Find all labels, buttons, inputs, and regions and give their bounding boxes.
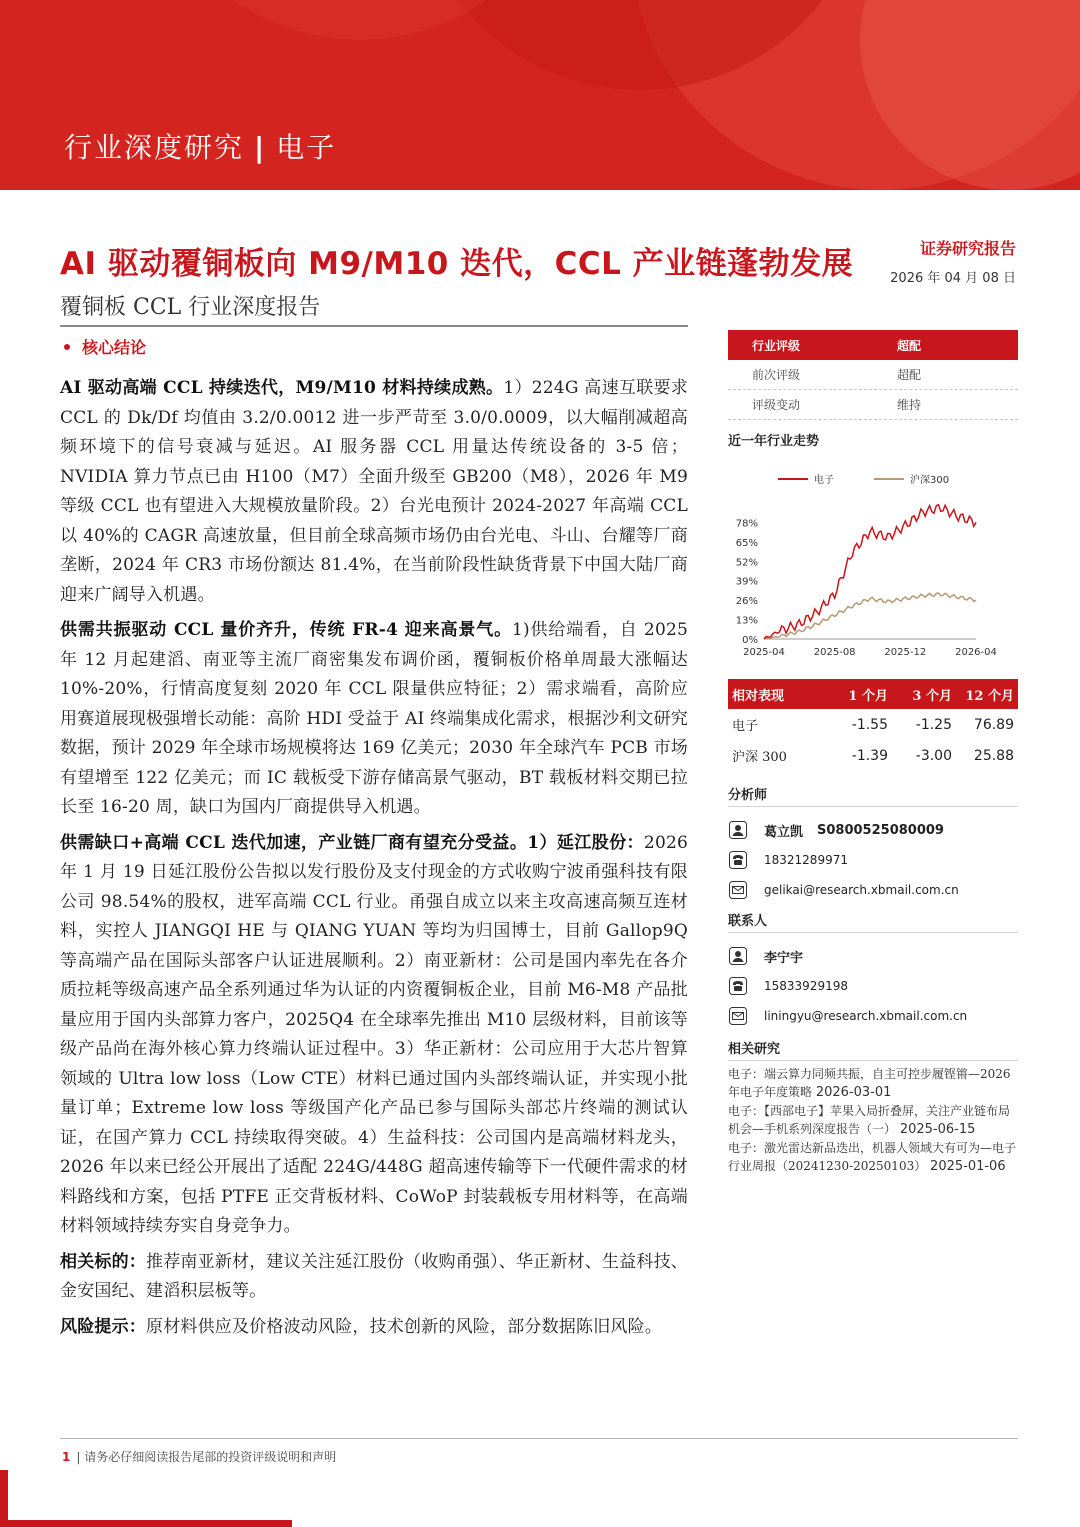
rating-row [728, 360, 1018, 390]
related-research-item[interactable] [728, 1139, 1018, 1176]
legend-label: 电子 [814, 475, 834, 486]
rating-value: 超配 [897, 338, 922, 353]
analyst-email[interactable]: gelikai@research.xbmail.com.cn [764, 883, 959, 897]
footer [62, 1448, 336, 1465]
paragraph-body: 1）224G 高速互联要求 CCL 的 Dk/Df 均值由 3.2/0.0012 进一步严苛至 3.0/0.0009，以大幅削减超高频环境下的信号衰减与延迟。AI 服务器 CCL 用量达传统设备的 3-5 倍；NVIDIA 算力节点已由 H100（M7）全面升级至 GB200（M8），2026 年 M9 等级 CCL 也有望进入大规模放量阶段。2）台光电预计 2024-2027 年高端 CCL 以 40%的 CAGR 高速放量，但目前全球高频市场仍由台光电、斗山、台耀等厂商垄断，2024 年 CR3 市场份额达 81.4%，在当前阶段性缺货背景下中国大陆厂商迎来广阔导入机遇。 [60, 378, 689, 605]
paragraph-body: 原材料供应及价格波动风险，技术创新的风险，部分数据陈旧风险。 [146, 1316, 662, 1337]
analyst-label: 分析师 [728, 785, 1018, 807]
y-tick-label: 78% [735, 518, 758, 530]
contact-email[interactable]: liningyu@research.xbmail.com.cn [764, 1009, 968, 1023]
page-subtitle: 覆铜板 CCL 行业深度报告 [60, 295, 321, 320]
trend-chart-svg [728, 461, 1018, 661]
person-icon [728, 947, 748, 965]
email-icon [728, 881, 748, 899]
paragraph-lead: 风险提示： [60, 1316, 146, 1337]
rating-row [728, 390, 1018, 420]
contact-name-row [728, 941, 1018, 971]
performance-header-cell: 12 个月 [965, 688, 1014, 704]
rating-row-label: 前次评级 [752, 368, 801, 382]
related-research-date: 2025-01-06 [930, 1159, 1006, 1174]
rating-row-value: 维持 [897, 398, 922, 412]
paragraph-body: 1)供给端看，自 2025 年 12 月起建滔、南亚等主流厂商密集发布调价函，覆铜板价格单周最大涨幅达 10%-20%，行情高度复刻 2020 年 CCL 限量供应特征；2）需求端看，高阶应用赛道展现极强增长动能：高阶 HDI 受益于 AI 终端集成化需求，根据沙利文研究数据，预计 2029 年全球市场规模将达 169 亿美元；2030 年全球汽车 PCB 市场有望增至 122 亿美元；而 IC 载板受下游存储高景气驱动，BT 载板材料交期已拉长至 16-20 周，缺口为国内厂商提供导入机遇。 [60, 620, 688, 817]
person-icon [728, 821, 748, 839]
trend-chart [728, 461, 1018, 661]
phone-icon [728, 977, 748, 995]
paragraph-lead: 相关标的： [60, 1251, 147, 1272]
paragraph-companies [60, 829, 688, 1242]
y-tick-label: 13% [735, 615, 758, 627]
x-tick-label: 2025-04 [743, 647, 785, 658]
footer-separator: | [76, 1450, 81, 1464]
paragraph-risk [60, 1313, 688, 1343]
page-title: AI 驱动覆铜板向 M9/M10 迭代，CCL 产业链蓬勃发展 [60, 246, 854, 282]
performance-row [728, 740, 1018, 771]
conclusion-heading-text: 核心结论 [82, 338, 147, 357]
performance-header-cell: 3 个月 [912, 688, 952, 704]
paragraph-related-stocks [60, 1248, 688, 1307]
paragraph-lead: AI 驱动高端 CCL 持续迭代，M9/M10 材料持续成熟。 [60, 378, 504, 398]
analyst-cert: S0800525080009 [817, 822, 944, 838]
y-tick-label: 26% [735, 596, 758, 608]
category-label: 行业深度研究 [64, 131, 245, 164]
email-icon [728, 1007, 748, 1025]
main-content [60, 334, 688, 1348]
performance-name: 沪深 300 [732, 750, 787, 765]
trend-label: 近一年行业走势 [728, 434, 820, 449]
performance-12m: 76.89 [973, 716, 1014, 733]
analyst-phone[interactable]: 18321289971 [764, 853, 848, 867]
rating-row-value: 超配 [897, 368, 922, 382]
rating-row-label: 评级变动 [752, 398, 801, 412]
y-tick-label: 52% [735, 557, 758, 569]
contact-phone-row [728, 971, 1018, 1001]
performance-header [728, 679, 1018, 709]
title-divider [60, 325, 688, 327]
paragraph-lead: 供需缺口+高端 CCL 迭代加速，产业链厂商有望充分受益。1）延江股份： [60, 832, 644, 853]
contact-label: 联系人 [728, 911, 1018, 933]
paragraph-lead: 供需共振驱动 CCL 量价齐升，传统 FR-4 迎来高景气。 [60, 620, 512, 640]
corner-decoration [0, 1520, 292, 1527]
related-research-date: 2025-06-15 [899, 1122, 976, 1137]
sector-label: 电子 [276, 131, 337, 164]
category-separator: | [254, 131, 267, 164]
related-research-item[interactable] [728, 1065, 1018, 1102]
paragraph-ai-ccl [60, 374, 688, 610]
performance-header-cell: 1 个月 [848, 688, 888, 704]
page-number: 1 [62, 1450, 71, 1464]
x-tick-label: 2025-08 [813, 647, 856, 658]
contact-email-row [728, 1001, 1018, 1031]
paragraph-body: 推荐南亚新材，建议关注延江股份（收购甬强）、华正新材、生益科技、金安国纪、建滔积层板等。 [60, 1251, 688, 1301]
performance-3m: -1.25 [915, 716, 952, 733]
footer-disclaimer: 请务必仔细阅读报告尾部的投资评级说明和声明 [84, 1450, 337, 1464]
related-research-label: 相关研究 [728, 1039, 1018, 1061]
series-line-hs300 [764, 593, 976, 639]
performance-1m: -1.55 [851, 716, 888, 733]
phone-icon [728, 851, 748, 869]
y-tick-label: 39% [735, 576, 758, 588]
analyst-name: 葛立凯 [764, 824, 804, 840]
analyst-name-row [728, 815, 1018, 845]
header-banner [0, 0, 1080, 190]
y-tick-label: 65% [735, 537, 758, 549]
x-tick-label: 2026-04 [955, 647, 997, 658]
analyst-phone-row [728, 845, 1018, 875]
x-tick-label: 2025-12 [884, 647, 927, 658]
legend-label: 沪深300 [910, 475, 950, 486]
bullet-icon [64, 344, 70, 350]
related-research-title: 电子：端云算力同频共振，自主可控步履铿锵—2026 年电子年度策略 [728, 1067, 1011, 1099]
performance-12m: 25.88 [973, 747, 1014, 764]
contact-phone[interactable]: 15833929198 [764, 979, 848, 993]
related-research-date: 2026-03-01 [815, 1085, 892, 1100]
performance-row [728, 709, 1018, 740]
report-date: 2026 年 04 月 08 日 [890, 271, 1016, 286]
conclusion-heading [60, 334, 688, 362]
related-research-title: 电子：【西部电子】苹果入局折叠屏，关注产业链布局机会—手机系列深度报告（一） [728, 1104, 1011, 1136]
rating-header [728, 330, 1018, 360]
performance-header-cell: 相对表现 [732, 688, 785, 704]
footer-divider [60, 1438, 1018, 1439]
y-tick-label: 0% [742, 635, 758, 646]
related-research-title: 电子：激光雷达新品迭出，机器人领域大有可为—电子行业周报（20241230-20250103） [728, 1141, 1017, 1173]
corner-decoration [0, 1470, 8, 1527]
rating-label: 行业评级 [752, 338, 801, 353]
paragraph-supply-demand [60, 616, 688, 823]
performance-1m: -1.39 [851, 747, 888, 764]
series-line-electronics [764, 505, 976, 639]
report-type: 证券研究报告 [919, 239, 1016, 258]
performance-name: 电子 [732, 719, 759, 734]
report-category [64, 126, 336, 166]
contact-name: 李宁宇 [764, 950, 804, 966]
sidebar [728, 330, 1018, 1176]
related-research-item[interactable] [728, 1102, 1018, 1139]
analyst-email-row [728, 875, 1018, 905]
performance-3m: -3.00 [915, 747, 952, 764]
paragraph-body: 2026 年 1 月 19 日延江股份公告拟以发行股份及支付现金的方式收购宁波甬强科技有限公司 98.54%的股权，进军高端 CCL 行业。甬强自成立以来主攻高速高频互连材料，实控人 JIANGQI HE 与 QIANG YUAN 等均为归国博士，目前 Gallop9Q 等高端产品在国际头部客户认证进展顺利。2）南亚新材：公司是国内率先在各介质拉耗等级高速产品全系列通过华为认证的内资覆铜板企业，目前 M6-M8 产品批量应用于国内头部算力客户，2025Q4 在全球率先推出 M10 层级材料，目前该等级产品尚在海外核心算力终端认证过程中。3）华正新材：公司应用于大芯片智算领域的 Ultra low loss（Low CTE）材料已通过国内头部终端认证，并实现小批量订单；Extreme low loss 等级国产化产品已参与国际头部芯片终端的测试认证，在国产算力 CCL 持续取得突破。4）生益科技：公司国内是高端材料龙头，2026 年以来已经公开展出了适配 224G/448G 超高速传输等下一代硬件需求的材料路线和方案，包括 PTFE 正交背板材料、CoWoP 封装载板专用材料等，在高端材料领域持续夯实自身竞争力。 [60, 832, 688, 1236]
